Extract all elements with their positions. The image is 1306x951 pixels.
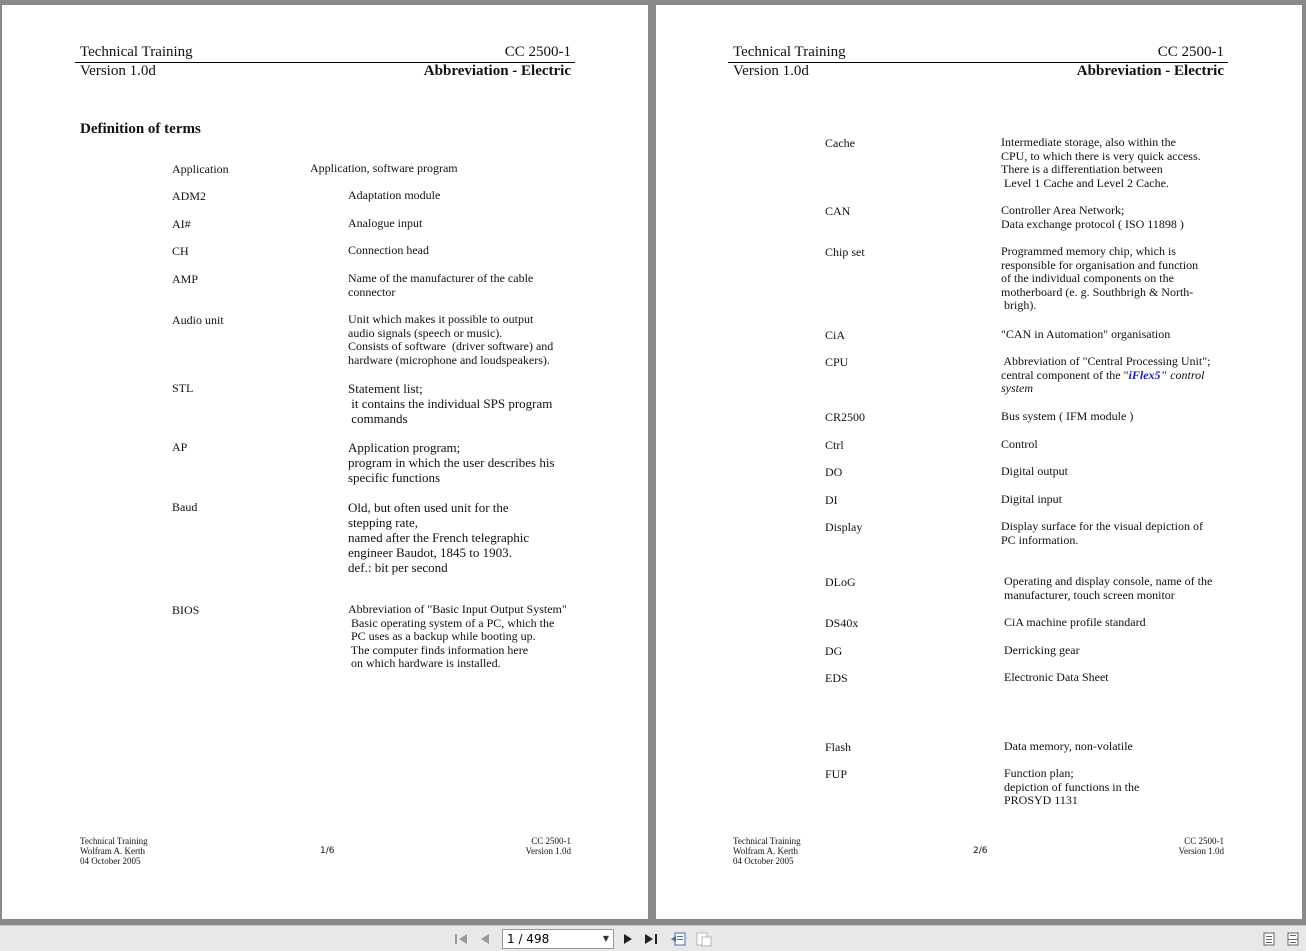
definition: Derricking gear — [1004, 643, 1080, 657]
definition: Connection head — [348, 243, 429, 257]
term: CiA — [825, 328, 846, 342]
chevron-down-icon: ▼ — [602, 934, 609, 943]
go-forward-icon[interactable] — [696, 931, 712, 947]
definition: Electronic Data Sheet — [1004, 670, 1109, 684]
term: Cache — [825, 136, 855, 150]
definition: Statement list; it contains the individual SPS program commands — [348, 381, 553, 426]
definition: Display surface for the visual depiction of PC information. — [1001, 519, 1203, 547]
definition: Application program; program in which the user describes his specific functions — [348, 440, 555, 485]
definition: CiA machine profile standard — [1004, 615, 1146, 629]
definition: Digital input — [1001, 492, 1062, 506]
single-page-view-icon[interactable] — [1261, 931, 1277, 947]
term: CR2500 — [825, 410, 866, 424]
last-page-icon[interactable] — [643, 931, 659, 947]
document-page-1 — [2, 5, 648, 919]
definition: Digital output — [1001, 464, 1068, 478]
definition: "CAN in Automation" organisation — [1001, 327, 1171, 341]
definition: Controller Area Network; Data exchange protocol ( ISO 11898 ) — [1001, 203, 1184, 231]
footer-page-number: 2/6 — [973, 846, 988, 856]
definition-cpu — [1001, 355, 1210, 396]
header-left-bottom: Version 1.0d — [733, 63, 809, 79]
term: DS40x — [825, 616, 859, 630]
footer-left: Technical Training Wolfram A. Kerth 04 October 2005 — [733, 836, 801, 866]
header-left-top: Technical Training — [733, 44, 846, 60]
first-page-icon[interactable] — [453, 931, 469, 947]
definition-line: central component of the " — [1001, 367, 1129, 382]
definition: Data memory, non-volatile — [1004, 739, 1133, 753]
header-left-bottom: Version 1.0d — [80, 63, 156, 79]
footer-left: Technical Training Wolfram A. Kerth 04 October 2005 — [80, 836, 148, 866]
definition: Bus system ( IFM module ) — [1001, 409, 1134, 423]
term: CAN — [825, 204, 851, 218]
definition: Name of the manufacturer of the cable connector — [348, 271, 534, 299]
header-right-bottom: Abbreviation - Electric — [1076, 63, 1224, 79]
term: AP — [172, 440, 188, 454]
term: Chip set — [825, 245, 865, 259]
definition: Old, but often used unit for the stepping rate, named after the French telegraphic engineer Baudot, 1845 to 1903. def.: bit per second — [348, 500, 530, 575]
header-left-top: Technical Training — [80, 44, 193, 60]
term: Application — [172, 162, 229, 176]
term: FUP — [825, 767, 848, 781]
term: EDS — [825, 671, 848, 685]
definition-line: system — [1001, 381, 1033, 396]
definition: Abbreviation of "Basic Input Output System" Basic operating system of a PC, which the PC uses as a backup while booting up. The computer finds information here on which hardware is installed. — [348, 602, 567, 671]
term: Baud — [172, 500, 198, 514]
term: Ctrl — [825, 438, 844, 452]
term: DG — [825, 644, 843, 658]
next-page-icon[interactable] — [620, 931, 636, 947]
term: AMP — [172, 272, 199, 286]
term: ADM2 — [172, 189, 207, 203]
term: AI# — [172, 217, 191, 231]
definition: Control — [1001, 437, 1038, 451]
definition: Unit which makes it possible to output audio signals (speech or music). Consists of software (driver software) and hardware (microphone and loudspeakers). — [348, 312, 554, 367]
term: BIOS — [172, 603, 200, 617]
footer-right: CC 2500-1 Version 1.0d — [1178, 836, 1224, 856]
term: CPU — [825, 355, 849, 369]
viewer-toolbar — [0, 925, 1306, 951]
header-right-bottom: Abbreviation - Electric — [423, 63, 571, 79]
footer-right: CC 2500-1 Version 1.0d — [525, 836, 571, 856]
term: DI — [825, 493, 838, 507]
term: DLoG — [825, 575, 856, 589]
definition: Operating and display console, name of the manufacturer, touch screen monitor — [1004, 574, 1213, 602]
go-back-icon[interactable] — [670, 931, 686, 947]
definition: Adaptation module — [348, 188, 441, 202]
header-right-top: CC 2500-1 — [1157, 44, 1224, 60]
product-name-highlight: iFlex5" — [1128, 367, 1168, 382]
definition-line: control — [1167, 367, 1205, 382]
definition: Programmed memory chip, which is responsible for organisation and function of the individual components on the motherboard (e. g. Southbrigh & North- brigh). — [1001, 244, 1199, 313]
header-right-top: CC 2500-1 — [504, 44, 571, 60]
term: CH — [172, 244, 189, 258]
continuous-view-icon[interactable] — [1285, 931, 1301, 947]
definition: Function plan; depiction of functions in the PROSYD 1131 — [1004, 766, 1140, 808]
footer-page-number: 1/6 — [320, 846, 335, 856]
term: STL — [172, 381, 194, 395]
section-title: Definition of terms — [80, 121, 201, 137]
definition-line: Abbreviation of "Central Processing Unit"; — [1001, 354, 1211, 368]
term: Flash — [825, 740, 852, 754]
page-indicator: 1 / 498 — [507, 932, 550, 946]
previous-page-icon[interactable] — [477, 931, 493, 947]
definition: Application, software program — [310, 161, 458, 175]
document-page-2 — [656, 5, 1302, 919]
term: Audio unit — [172, 313, 224, 327]
definition: Analogue input — [348, 216, 423, 230]
term: DO — [825, 465, 843, 479]
definition: Intermediate storage, also within the CPU, to which there is very quick access. There is a differentiation between Level 1 Cache and Level 2 Cache. — [1001, 135, 1201, 190]
term: Display — [825, 520, 863, 534]
page-number-select[interactable] — [502, 929, 614, 949]
